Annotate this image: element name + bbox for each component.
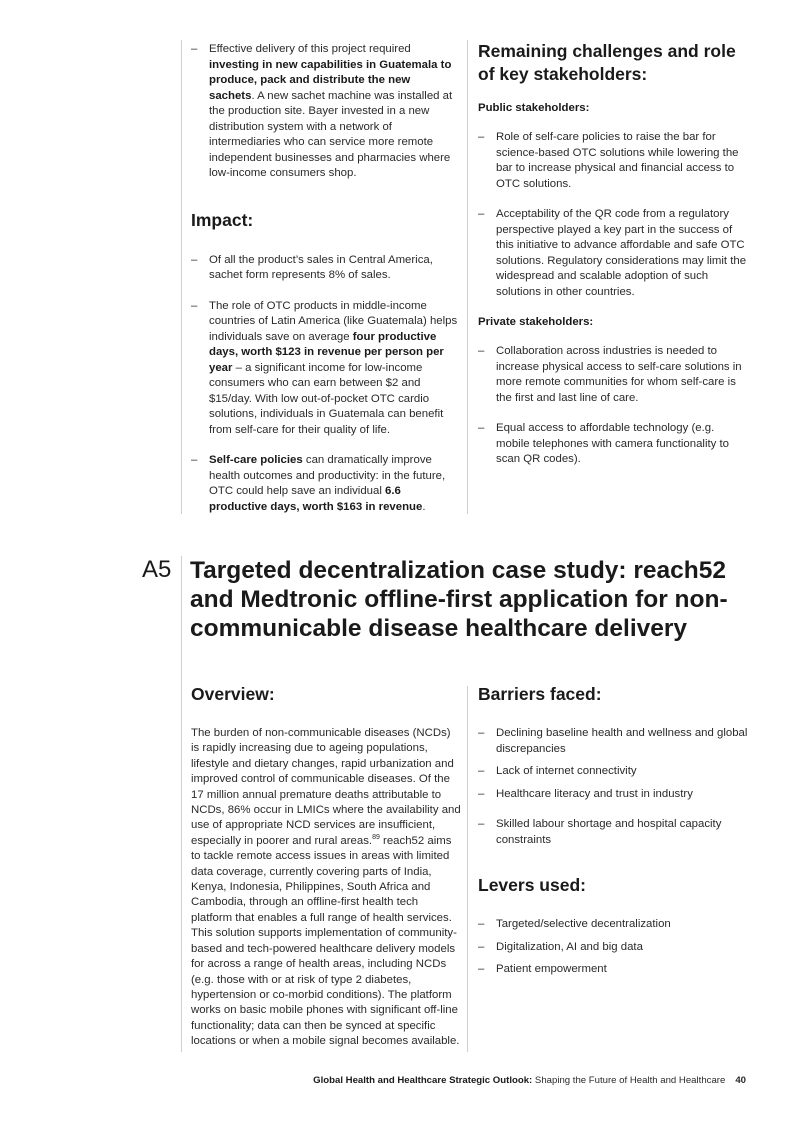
barriers-heading: Barriers faced: [478,684,602,704]
barriers-levers-column [478,683,748,978]
private-stakeholders-list [478,344,748,468]
divider-top-middle [467,40,468,514]
section-number: A5 [142,556,172,583]
list-item: – Collaboration across industries is needed to increase physical access to self-care solutions in more remote communities for whom self-care is the first and last line of care. [478,344,748,406]
footer-subtitle: Shaping the Future of Health and Healthcare [532,1075,726,1086]
divider-section-left [181,556,182,1052]
footnote-marker: 89 [372,834,380,842]
page-number: 40 [735,1075,746,1086]
list-item: – The role of OTC products in middle-income countries of Latin America (like Guatemala) helps individuals save on average four productive days, worth $123 in revenue per person per year – a significant income for low-income consumers who can earn between $2 and $15/day. With low out-of-pocket OTC cardio solutions, individuals in Guatemala can benefit from self-care for their quality of life. [191,299,459,439]
list-item: – Targeted/selective decentralization [478,917,748,933]
impact-heading: Impact: [191,209,254,230]
list-item: – Of all the product’s sales in Central America, sachet form represents 8% of sales. [191,253,459,284]
page-footer [313,1075,746,1086]
list-item: – Patient empowerment [478,962,748,978]
list-item: – Acceptability of the QR code from a regulatory perspective played a key part in the success of this initiative to advance affordable and safe OTC solutions. Regulatory considerations may limit the widespread and scalable adoption of such solutions in other countries. [478,207,748,300]
section-title: Targeted decentralization case study: reach52 and Medtronic offline-first application for non-communicable disease healthcare delivery [190,557,728,642]
top-left-column [191,42,459,515]
list-item: – Lack of internet connectivity [478,764,748,780]
list-item: – Digitalization, AI and big data [478,940,748,956]
overview-column [191,683,461,1050]
footer-report-title: Global Health and Healthcare Strategic Outlook: [313,1075,533,1086]
list-item: – Effective delivery of this project required investing in new capabilities in Guatemala to produce, pack and distribute the new sachets. A new sachet machine was installed at the production site. Bayer invested in a new distribution system with a network of intermediaries who can service more remote independent businesses and pharmacies where low-income consumers shop. [191,42,459,182]
challenges-heading: Remaining challenges and role of key stakeholders: [478,41,736,84]
list-item: – Healthcare literacy and trust in industry [478,787,748,803]
divider-top-left [181,40,182,514]
list-item: – Declining baseline health and wellness and global discrepancies [478,726,748,757]
distribution-list [191,42,459,182]
overview-heading: Overview: [191,684,275,704]
barriers-list [478,726,748,848]
public-stakeholders-list [478,130,748,300]
levers-heading: Levers used: [478,875,586,895]
list-item: – Self-care policies can dramatically improve health outcomes and productivity: in the future, OTC could help save an individual 6.6 productive days, worth $163 in revenue. [191,453,459,515]
public-stakeholders-label: Public stakeholders: [478,102,590,114]
private-stakeholders-label: Private stakeholders: [478,316,594,328]
overview-paragraph: The burden of non-communicable diseases (NCDs) is rapidly increasing due to ageing populations, lifestyle and dietary changes, rapid urbanization and improved control of communicable diseases. Of the 17 million annual premature deaths attributable to NCDs, 86% occur in LMICs where the availability and use of appropriate NCD services are insufficient, especially in poorer and rural areas.$^{89}$ reach52 aims to tackle remote access issues in areas with limited data coverage, currently covering parts of India, Kenya, Indonesia, Philippines, South Africa and Cambodia, through an offline-first health tech platform that enables a full range of health services. This solution supports implementation of community-based and tech-powered healthcare delivery models for across a range of health areas, including NCDs (e.g. those with or at risk of type 2 diabetes, hypertension or co-morbid conditions). The platform works on basic mobile phones with significant off-line functionality; data can then be synced at specific locations or when a mobile signal becomes available. [191,727,461,1048]
levers-list [478,917,748,978]
list-item: – Equal access to affordable technology (e.g. mobile telephones with camera functionality to scan QR codes). [478,421,748,468]
impact-list [191,253,459,516]
top-right-column [478,40,748,468]
divider-bottom-middle [467,686,468,1052]
list-item: – Skilled labour shortage and hospital capacity constraints [478,817,748,848]
list-item: – Role of self-care policies to raise the bar for science-based OTC solutions while lowering the bar to increase physical and financial access to OTC solutions. [478,130,748,192]
